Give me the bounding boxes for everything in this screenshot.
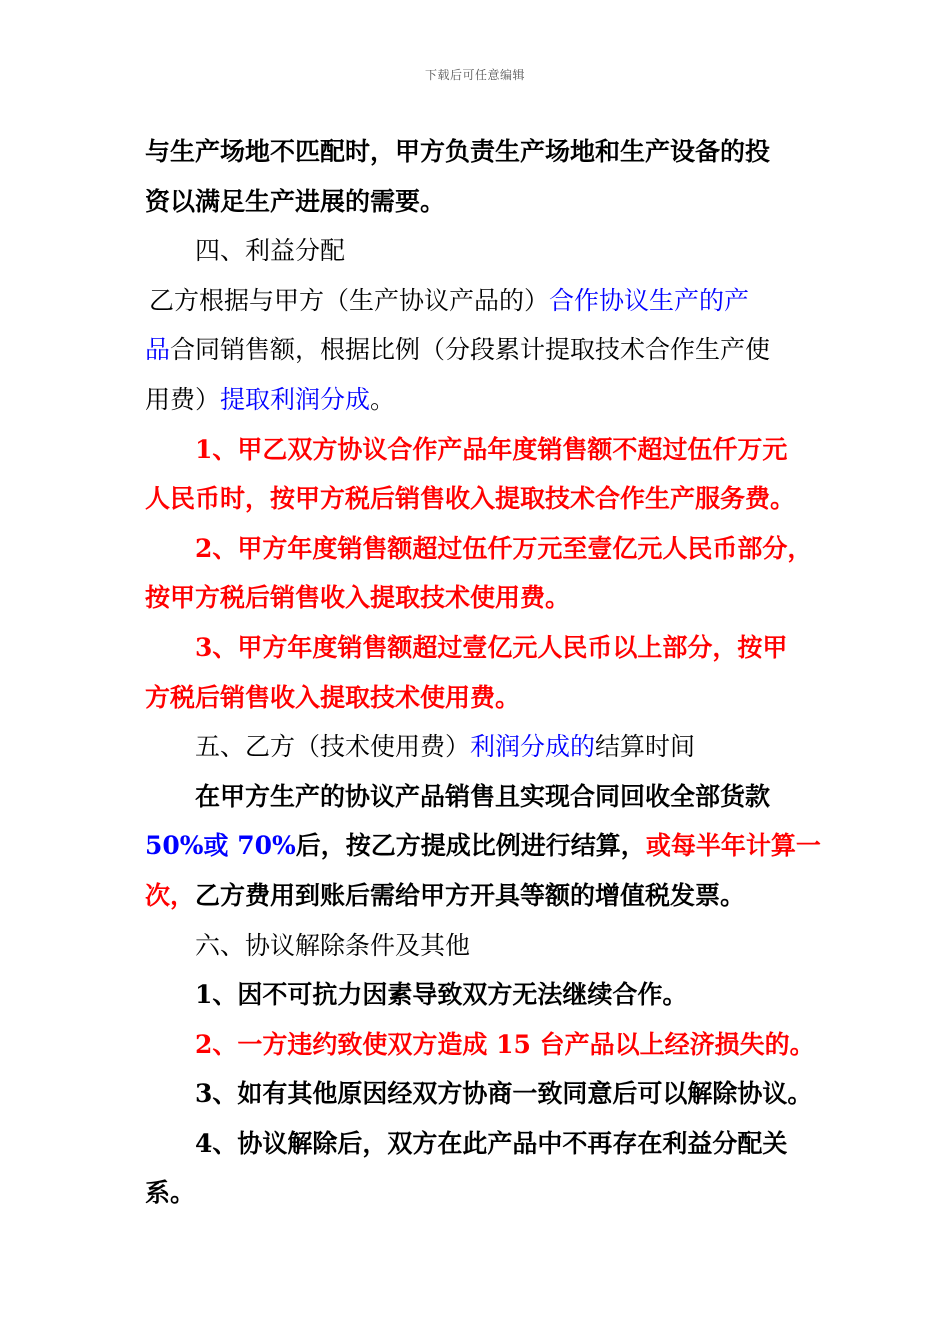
text-segment: 2、一方违约致使双方造成 15 台产品以上经济损失的。	[195, 1029, 815, 1059]
text-line	[145, 474, 810, 524]
text-segment: 利润分成的	[470, 732, 596, 762]
text-segment: 四、利益分配	[195, 236, 346, 266]
text-line	[145, 921, 810, 971]
text-segment: 后，按乙方提成比例进行结算，	[295, 831, 646, 861]
text-line	[145, 524, 813, 574]
text-line	[145, 623, 810, 673]
text-segment: 乙方费用到账后需给甲方开具等额的增值税发票。	[195, 880, 746, 910]
text-line	[145, 325, 810, 375]
text-segment: 用费）	[145, 384, 221, 414]
text-line	[145, 871, 810, 921]
text-line	[145, 1069, 813, 1119]
text-segment: 。	[370, 384, 396, 414]
text-segment: 在甲方生产的协议产品销售且实现合同回收全部货款	[195, 781, 771, 811]
text-line	[145, 722, 810, 772]
text-segment: 人民币时，按甲方税后销售收入提取技术合作生产服务费。	[145, 484, 796, 514]
text-segment: 系。	[145, 1178, 196, 1208]
text-segment: 次，	[145, 880, 196, 910]
text-segment: 按甲方税后销售收入提取技术使用费。	[145, 583, 571, 613]
page-header: 下载后可任意编辑	[424, 68, 525, 82]
text-segment: 五、乙方（技术使用费）	[195, 732, 471, 762]
text-line	[145, 970, 810, 1020]
text-line	[145, 573, 810, 623]
text-segment: 资以满足生产进展的需要。	[145, 186, 446, 216]
text-segment: 方税后销售收入提取技术使用费。	[145, 682, 521, 712]
text-segment: 1、甲乙双方协议合作产品年度销售额不超过伍仟万元	[195, 434, 788, 464]
text-line	[145, 127, 810, 177]
text-segment: 合同销售额，根据比例（分段累计提取技术合作生产使	[170, 335, 771, 365]
text-line	[145, 1020, 815, 1070]
document-body	[145, 127, 821, 1218]
text-segment: 提取利润分成	[220, 384, 371, 414]
text-segment: 与生产场地不匹配时，甲方负责生产场地和生产设备的投	[145, 137, 771, 166]
text-segment: 结算时间	[595, 732, 696, 762]
text-segment: 3、如有其他原因经双方协商一致同意后可以解除协议。	[195, 1079, 813, 1109]
text-segment: 品	[145, 335, 171, 365]
text-segment: 50%或 70%	[145, 831, 296, 861]
text-line	[145, 1119, 810, 1169]
text-segment: 2、甲方年度销售额超过伍仟万元至壹亿元人民币部分，	[195, 533, 813, 563]
text-line	[145, 1168, 810, 1218]
text-line	[145, 425, 810, 475]
text-segment: 六、协议解除条件及其他	[195, 930, 471, 960]
text-segment: 3、甲方年度销售额超过壹亿元人民币以上部分，按甲	[195, 632, 788, 662]
text-segment: 合作协议生产的产	[549, 285, 750, 315]
text-segment: 或每半年计算一	[645, 831, 821, 861]
text-line	[145, 821, 821, 871]
text-line	[145, 673, 810, 723]
text-segment: 1、因不可抗力因素导致双方无法继续合作。	[195, 980, 688, 1010]
text-line	[145, 276, 810, 326]
text-line	[145, 226, 810, 276]
text-segment: 4、协议解除后，双方在此产品中不再存在利益分配关	[195, 1128, 788, 1158]
text-segment: 乙方根据与甲方（生产协议产品的）	[149, 285, 550, 315]
text-line	[145, 375, 810, 425]
text-line	[145, 772, 810, 822]
text-line	[145, 177, 810, 227]
